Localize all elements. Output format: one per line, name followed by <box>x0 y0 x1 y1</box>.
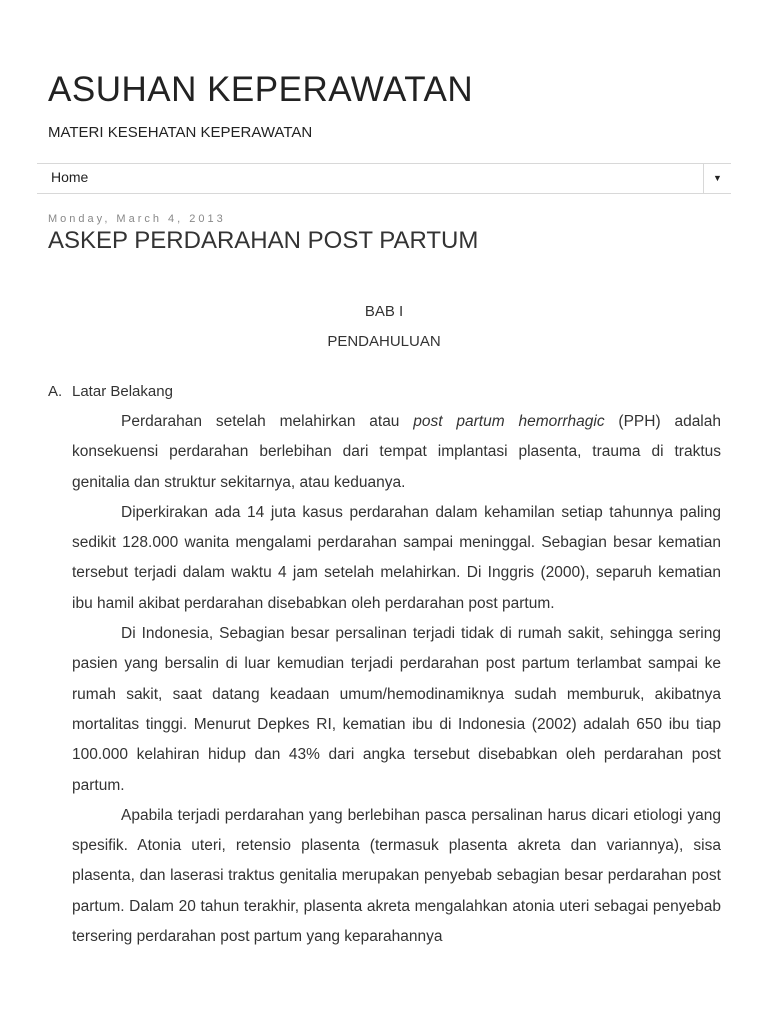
paragraph <box>72 407 721 498</box>
italic-term: post partum hemorrhagic <box>413 413 605 430</box>
paragraph: Apabila terjadi perdarahan yang berlebihan pasca persalinan harus dicari etiologi yang spesifik. Atonia uteri, retensio plasenta (termasuk plasenta akreta dan variannya), sisa plasenta, dan laserasi traktus genitalia merupakan penyebab sebagian besar perdarahan post partum. Dalam 20 tahun terakhir, plasenta akreta mengalahkan atonia uteri sebagai penyebab tersering perdarahan post partum yang keparahannya <box>72 806 721 946</box>
post-body <box>72 407 721 952</box>
chapter-label: BAB I <box>364 303 404 320</box>
section-letter: A. <box>48 383 63 400</box>
nav-dropdown-button[interactable] <box>703 164 731 193</box>
nav-bar <box>37 163 731 194</box>
section-title: Latar Belakang <box>72 383 173 400</box>
blog-title[interactable]: ASUHAN KEPERAWATAN <box>48 70 474 109</box>
post-title[interactable]: ASKEP PERDARAHAN POST PARTUM <box>48 227 479 254</box>
paragraph-text: Perdarahan setelah melahirkan atau <box>121 413 414 430</box>
post-date: Monday, March 4, 2013 <box>48 213 226 225</box>
blog-description: MATERI KESEHATAN KEPERAWATAN <box>48 124 313 141</box>
chapter-title: PENDAHULUAN <box>327 333 441 350</box>
paragraph: Di Indonesia, Sebagian besar persalinan terjadi tidak di rumah sakit, sehingga sering pasien yang bersalin di luar kemudian terjadi perdarahan post partum terlambat sampai ke rumah sakit, saat datang keadaan umum/hemodinamiknya sudah memburuk, akibatnya mortalitas tinggi. Menurut Depkes RI, kematian ibu di Indonesia (2002) adalah 650 ibu tiap 100.000 kelahiran hidup dan 43% dari angka tersebut disebabkan oleh perdarahan post partum. <box>72 625 721 794</box>
dropdown-arrow-icon: ▼ <box>713 173 722 183</box>
paragraph-text: (PPH) adalah konsekuensi perdarahan berlebihan dari tempat implantasi plasenta, trauma di traktus genitalia dan struktur sekitarnya, atau keduanya. <box>72 413 721 491</box>
paragraph: Diperkirakan ada 14 juta kasus perdarahan dalam kehamilan setiap tahunnya paling sedikit 128.000 wanita mengalami perdarahan sampai meninggal. Sebagian besar kematian tersebut terjadi dalam waktu 4 jam setelah melahirkan. Di Inggris (2000), separuh kematian ibu hamil akibat perdarahan disebabkan oleh perdarahan post partum. <box>72 503 721 612</box>
section-heading <box>48 383 173 400</box>
nav-home-link[interactable]: Home <box>51 169 89 185</box>
